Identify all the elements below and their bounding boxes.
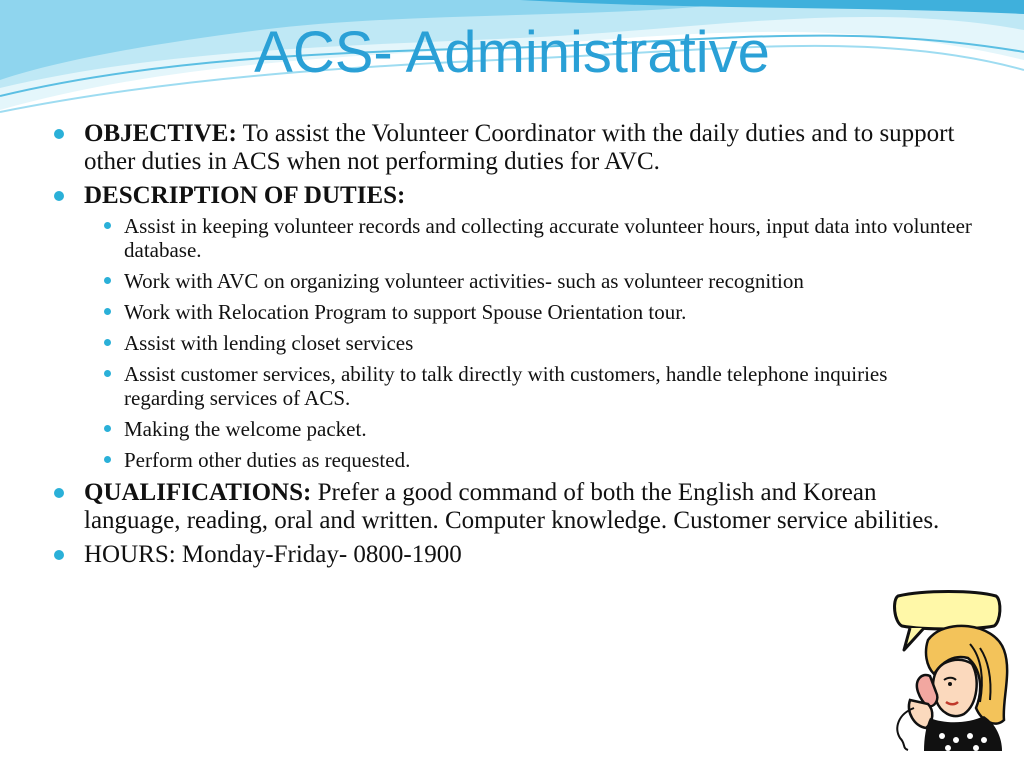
slide-body <box>52 120 972 575</box>
duty-item <box>92 362 972 410</box>
bullet-icon <box>104 277 111 284</box>
bullet-icon <box>104 425 111 432</box>
duty-item <box>92 269 972 293</box>
duty-item <box>92 417 972 441</box>
duty-text: Perform other duties as requested. <box>124 448 411 472</box>
duty-text: Work with AVC on organizing volunteer activities- such as volunteer recognition <box>124 269 804 293</box>
duty-text: Work with Relocation Program to support Spouse Orientation tour. <box>124 300 687 324</box>
duty-text: Assist with lending closet services <box>124 331 414 355</box>
qualifications-text: Prefer a good command of both the English and Korean language, reading, oral and written. Computer knowledge. Customer service abilities. <box>84 479 940 534</box>
duty-item <box>92 331 972 355</box>
duty-item <box>92 300 972 324</box>
bullet-icon <box>54 488 64 498</box>
bullet-icon <box>104 339 111 346</box>
objective-label: OBJECTIVE: <box>84 120 237 147</box>
qualifications-item <box>52 479 972 535</box>
duties-heading: DESCRIPTION OF DUTIES: <box>84 182 406 209</box>
duty-text: Assist customer services, ability to talk directly with customers, handle telephone inquiries regarding services of ACS. <box>124 362 888 410</box>
bullet-icon <box>54 191 64 201</box>
duties-item <box>52 182 972 472</box>
duty-text: Assist in keeping volunteer records and collecting accurate volunteer hours, input data into volunteer database. <box>124 214 972 262</box>
bullet-icon <box>104 222 111 229</box>
duty-text: Making the welcome packet. <box>124 417 367 441</box>
woman-on-telephone-icon <box>884 588 1014 753</box>
bullet-icon <box>104 456 111 463</box>
duties-list <box>92 214 972 472</box>
duty-item <box>92 214 972 262</box>
bullet-list <box>52 120 972 569</box>
duty-item <box>92 448 972 472</box>
bullet-icon <box>104 308 111 315</box>
hours-text: HOURS: Monday-Friday- 0800-1900 <box>84 541 462 568</box>
bullet-icon <box>104 370 111 377</box>
bullet-icon <box>54 550 64 560</box>
qualifications-label: QUALIFICATIONS: <box>84 479 312 506</box>
hours-item <box>52 541 972 569</box>
objective-text: To assist the Volunteer Coordinator with the daily duties and to support other duties in ACS when not performing duties for AVC. <box>84 120 955 175</box>
slide-title: ACS- Administrative <box>254 20 770 85</box>
objective-item <box>52 120 972 176</box>
bullet-icon <box>54 129 64 139</box>
